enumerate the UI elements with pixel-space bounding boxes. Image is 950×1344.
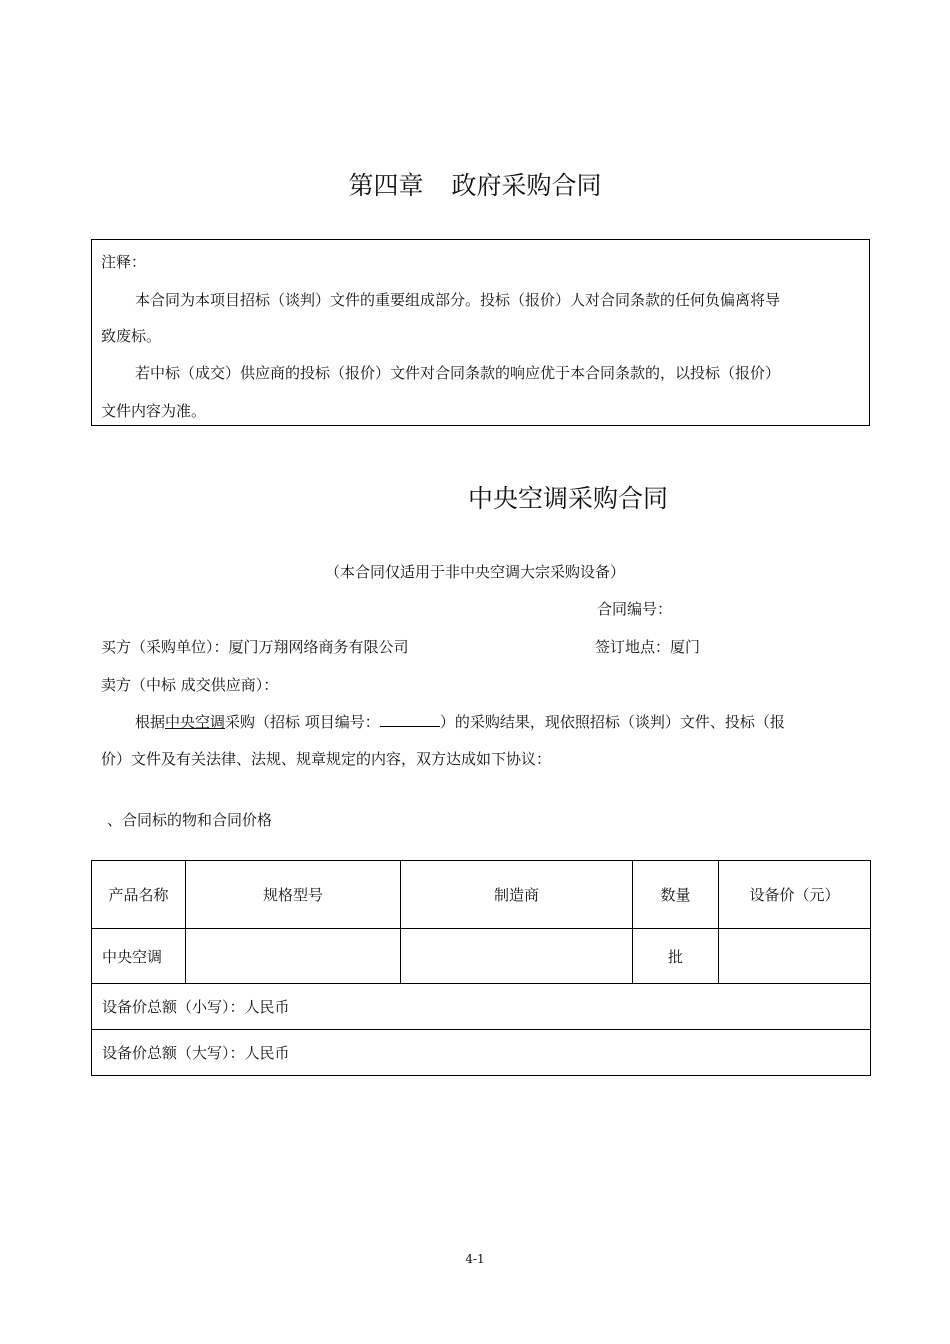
contract-title: 中央空调采购合同: [468, 484, 669, 513]
cell-equipment-price: [719, 929, 871, 984]
contract-subtitle: （本合同仅适用于非中央空调大宗采购设备）: [324, 563, 625, 581]
note-paragraph-2-line-1: 若中标（成交）供应商的投标（报价）文件对合同条款的响应优于本合同条款的，以投标（报价）: [135, 364, 781, 382]
intro-prefix: 根据: [135, 713, 166, 731]
intro-mid: 采购（招标 项目编号：: [225, 713, 380, 731]
goods-table: [91, 860, 871, 1076]
table-total-small-row: [92, 984, 871, 1030]
intro-line-1: [135, 711, 785, 732]
table-total-big-row: [92, 1030, 871, 1076]
cell-quantity: 批: [633, 929, 719, 984]
chapter-title: [0, 166, 950, 202]
intro-suffix: ）的采购结果，现依照招标（谈判）文件、投标（报: [439, 713, 785, 731]
seller-label: 卖方（中标 成交供应商）：: [101, 676, 279, 694]
note-paragraph-1-line-2: 致废标。: [101, 327, 162, 345]
project-number-blank: [380, 712, 440, 727]
cell-spec-model: [186, 929, 401, 984]
header-product-name: 产品名称: [92, 861, 186, 929]
note-paragraph-2-line-2: 文件内容为准。: [101, 402, 207, 420]
page-number: 4-1: [465, 1252, 485, 1266]
signing-place-label: 签订地点：厦门: [595, 638, 701, 656]
table-header-row: [92, 861, 871, 929]
table-row: [92, 929, 871, 984]
chapter-number: 第四章: [348, 171, 424, 200]
header-equipment-price: 设备价（元）: [719, 861, 871, 929]
chapter-name: 政府采购合同: [451, 171, 602, 200]
note-paragraph-1-line-1: 本合同为本项目招标（谈判）文件的重要组成部分。投标（报价）人对合同条款的任何负偏离将导: [135, 291, 781, 309]
header-manufacturer: 制造商: [401, 861, 633, 929]
note-heading: 注释：: [101, 253, 147, 271]
buyer-label: 买方（采购单位）：厦门万翔网络商务有限公司: [101, 638, 409, 656]
intro-line-2: 价）文件及有关法律、法规、规章规定的内容，双方达成如下协议：: [101, 750, 552, 768]
section-heading-1: 、合同标的物和合同价格: [107, 811, 273, 829]
total-big-label: 设备价总额（大写）：人民币: [92, 1030, 871, 1076]
contract-number-label: 合同编号：: [597, 600, 673, 618]
note-box: [91, 239, 870, 426]
header-spec-model: 规格型号: [186, 861, 401, 929]
cell-manufacturer: [401, 929, 633, 984]
total-small-label: 设备价总额（小写）：人民币: [92, 984, 871, 1030]
intro-project-name: 中央空调: [165, 713, 226, 731]
cell-product-name: 中央空调: [92, 929, 186, 984]
header-quantity: 数量: [633, 861, 719, 929]
